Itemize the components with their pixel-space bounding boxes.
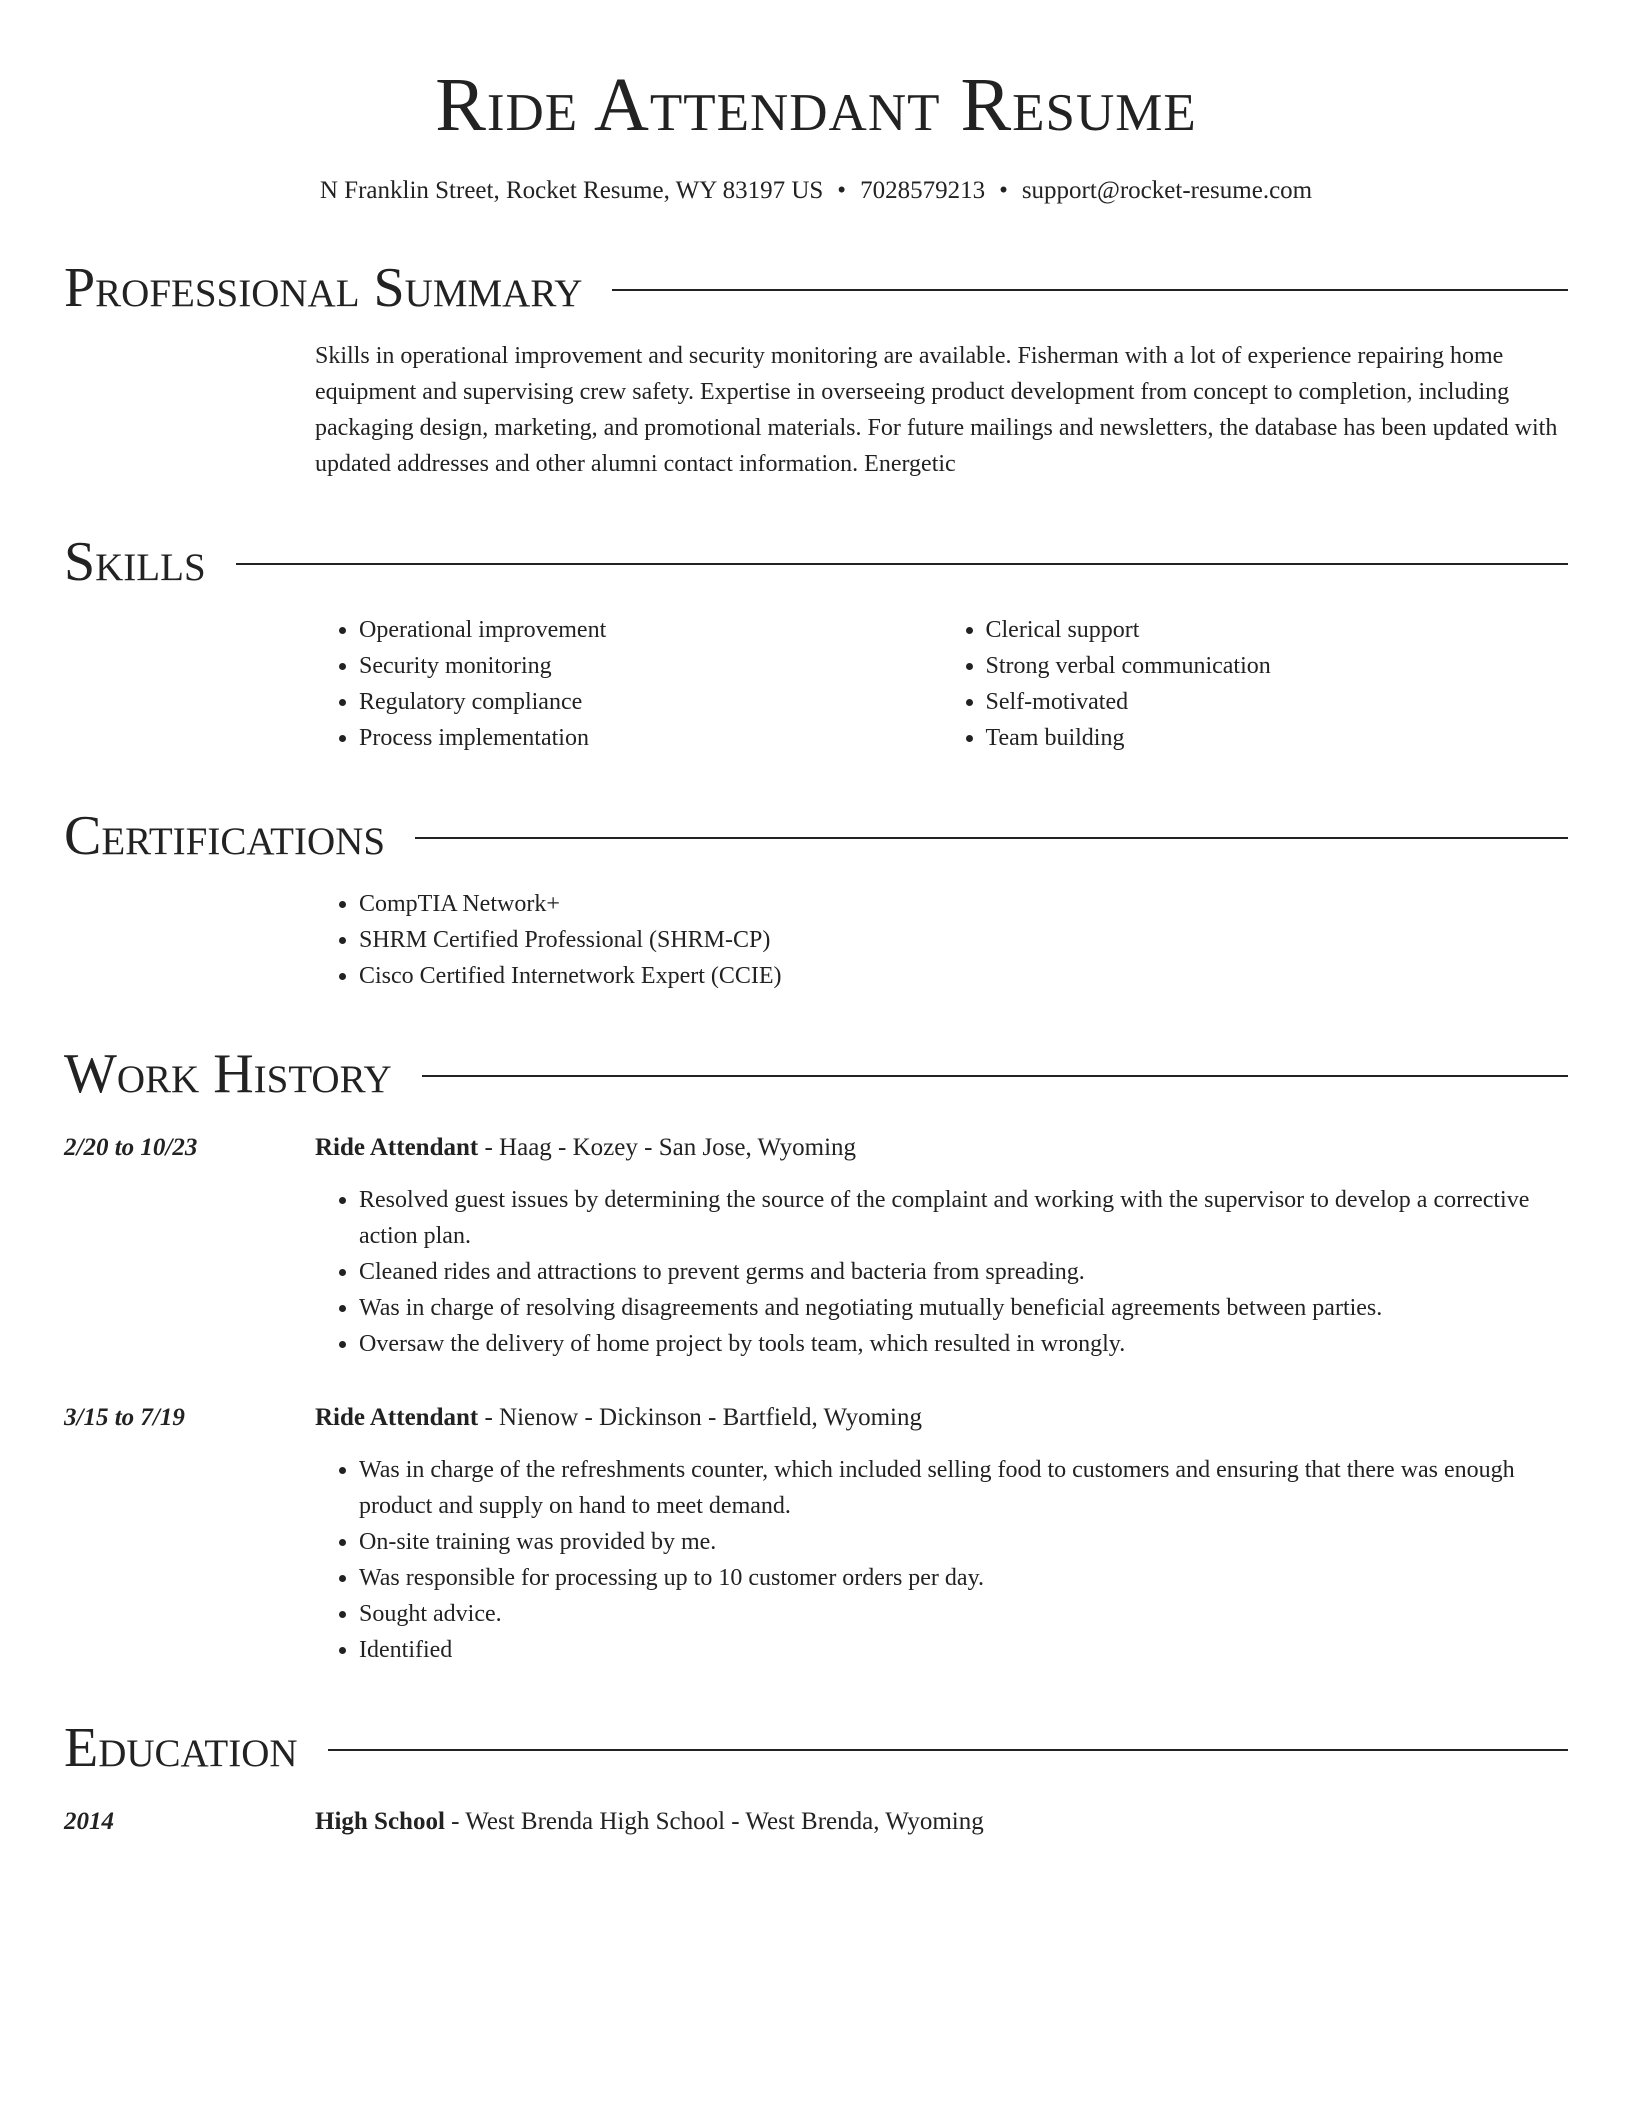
job-role: Ride Attendant xyxy=(315,1134,479,1161)
job-bullet: • Cleaned rides and attractions to prevent germs and bacteria from spreading. xyxy=(359,1254,1568,1290)
section-header xyxy=(64,1044,1568,1104)
job-bullet: • On-site training was provided by me. xyxy=(359,1524,1568,1560)
job-title-line xyxy=(315,1130,1568,1166)
job-details xyxy=(315,1130,1568,1362)
job-bullets xyxy=(315,1182,1568,1362)
job-bullets xyxy=(315,1452,1568,1668)
section-divider xyxy=(236,563,1568,565)
skills-section xyxy=(64,532,1568,756)
section-divider xyxy=(415,837,1568,839)
education-details xyxy=(315,1804,1568,1840)
education-entry xyxy=(64,1804,1568,1840)
section-header xyxy=(64,806,1568,866)
certification-item: • CompTIA Network+ xyxy=(359,886,1568,922)
section-title-certifications: Certifications xyxy=(64,805,386,867)
resume-title: Ride Attendant Resume xyxy=(435,63,1197,147)
section-divider xyxy=(422,1075,1568,1077)
contact-separator: • xyxy=(837,177,847,204)
skills-column-right xyxy=(942,612,1569,756)
skill-item: • Process implementation xyxy=(359,720,942,756)
job-entry xyxy=(64,1400,1568,1668)
section-header xyxy=(64,1718,1568,1778)
contact-line xyxy=(64,174,1568,208)
job-bullet: • Resolved guest issues by determining the source of the complaint and working with the supervisor to develop a corrective action plan. xyxy=(359,1182,1568,1254)
job-bullet: • Sought advice. xyxy=(359,1596,1568,1632)
job-bullet: • Was in charge of the refreshments counter, which included selling food to customers and ensuring that there was enough product and supply on hand to meet demand. xyxy=(359,1452,1568,1524)
job-entry xyxy=(64,1130,1568,1362)
skill-item: • Team building xyxy=(986,720,1569,756)
certification-item: • Cisco Certified Internetwork Expert (CCIE) xyxy=(359,958,1568,994)
contact-phone: 7028579213 xyxy=(860,177,986,204)
skills-list xyxy=(315,612,1568,756)
certifications-section xyxy=(64,806,1568,994)
section-header xyxy=(64,258,1568,318)
work-history-section xyxy=(64,1044,1568,1668)
skill-item: • Operational improvement xyxy=(359,612,942,648)
job-employer-location: - Nienow - Dickinson - Bartfield, Wyoming xyxy=(478,1404,923,1431)
education-degree: High School xyxy=(315,1808,445,1835)
summary-section xyxy=(64,258,1568,482)
education-section xyxy=(64,1718,1568,1840)
job-role: Ride Attendant xyxy=(315,1404,479,1431)
section-title-skills: Skills xyxy=(64,531,206,593)
skill-item: • Self-motivated xyxy=(986,684,1569,720)
section-title-summary: Professional Summary xyxy=(64,257,583,319)
job-bullet: • Was in charge of resolving disagreements and negotiating mutually beneficial agreements between parties. xyxy=(359,1290,1568,1326)
skill-item: • Clerical support xyxy=(986,612,1569,648)
education-title-line xyxy=(315,1804,1568,1840)
certification-item: • SHRM Certified Professional (SHRM-CP) xyxy=(359,922,1568,958)
job-employer-location: - Haag - Kozey - San Jose, Wyoming xyxy=(478,1134,857,1161)
job-bullet: • Oversaw the delivery of home project by tools team, which resulted in wrongly. xyxy=(359,1326,1568,1362)
education-year: 2014 xyxy=(64,1808,114,1835)
section-header xyxy=(64,532,1568,592)
education-school-location: - West Brenda High School - West Brenda, Wyoming xyxy=(444,1808,984,1835)
job-title-line xyxy=(315,1400,1568,1436)
job-bullet: • Identified xyxy=(359,1632,1568,1668)
contact-separator: • xyxy=(999,177,1008,204)
skill-item: • Regulatory compliance xyxy=(359,684,942,720)
job-dates: 2/20 to 10/23 xyxy=(64,1134,198,1161)
skill-item: • Strong verbal communication xyxy=(986,648,1569,684)
section-divider xyxy=(612,289,1568,291)
contact-email: support@rocket-resume.com xyxy=(1021,177,1313,204)
section-title-education: Education xyxy=(64,1717,298,1779)
section-title-work-history: Work History xyxy=(64,1043,392,1105)
job-bullet: • Was responsible for processing up to 10 customer orders per day. xyxy=(359,1560,1568,1596)
job-details xyxy=(315,1400,1568,1668)
contact-address: N Franklin Street, Rocket Resume, WY 83197 US xyxy=(319,177,824,204)
section-divider xyxy=(328,1749,1568,1751)
skills-column-left xyxy=(315,612,942,756)
skill-item: • Security monitoring xyxy=(359,648,942,684)
job-dates: 3/15 to 7/19 xyxy=(64,1404,185,1431)
summary-text: Skills in operational improvement and security monitoring are available. Fisherman with a lot of experience repairing home equipment and supervising crew safety. Expertise in overseeing product development from concept to completion, including packaging design, marketing, and promotional materials. For future mailings and newsletters, the database has been updated with updated addresses and other alumni contact information. Energetic xyxy=(315,343,1558,477)
certifications-list xyxy=(315,886,1568,994)
